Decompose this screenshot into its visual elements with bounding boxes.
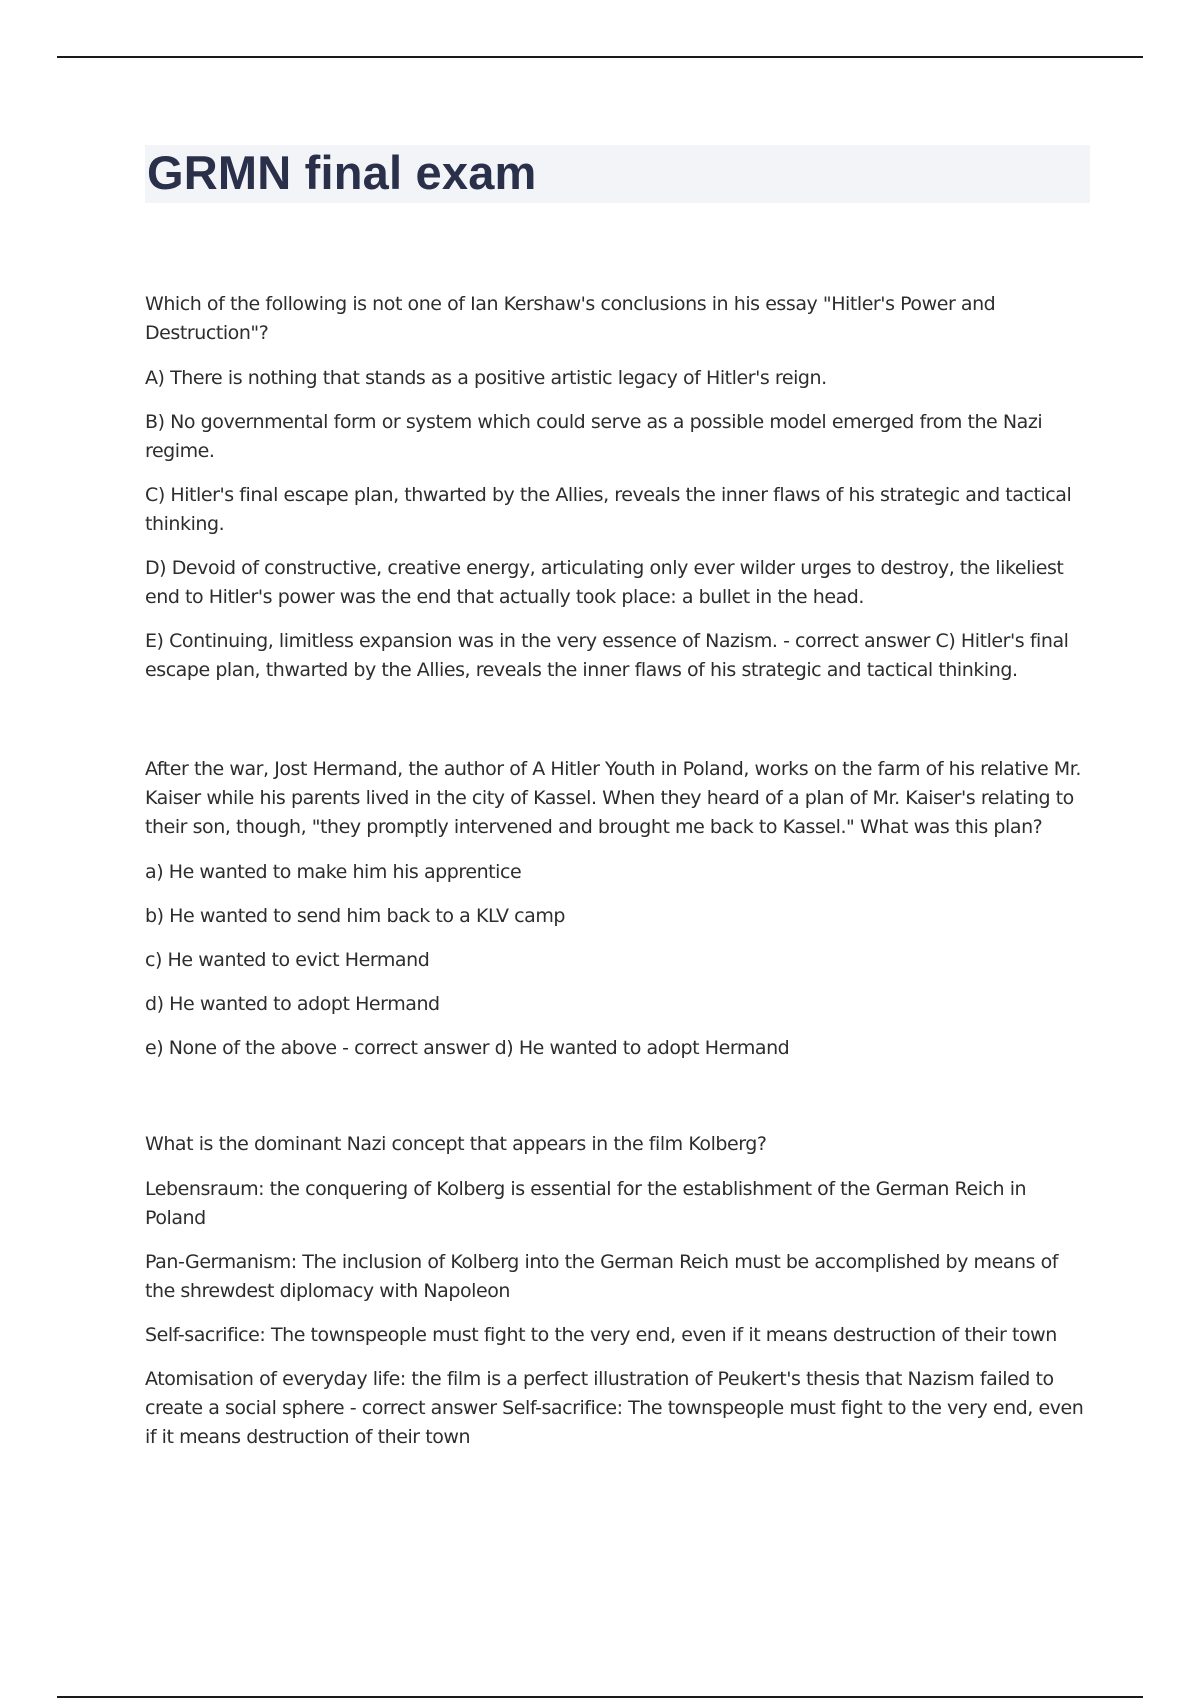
question-block-2 <box>145 755 1090 1078</box>
answer-option: B) No governmental form or system which could serve as a possible model emerged from the Nazi regime. <box>145 411 1043 462</box>
bottom-divider <box>57 1696 1143 1698</box>
answer-option: a) He wanted to make him his apprentice <box>145 861 522 883</box>
answer-option: Self-sacrifice: The townspeople must fight to the very end, even if it means destruction of their town <box>145 1324 1057 1346</box>
document-title: GRMN final exam <box>147 146 537 199</box>
answer-option: b) He wanted to send him back to a KLV camp <box>145 905 565 927</box>
answer-option-with-correct-answer: Atomisation of everyday life: the film is a perfect illustration of Peukert's thesis that Nazism failed to create a social sphere - correct answer Self-sacrifice: The townspeople must fight to the very end, even if it means destruction of their town <box>145 1368 1084 1448</box>
answer-option-with-correct-answer: E) Continuing, limitless expansion was in the very essence of Nazism. - correct answer C) Hitler's final escape plan, thwarted by the Allies, reveals the inner flaws of his strategic and tactical thinking. <box>145 630 1069 681</box>
answer-option: D) Devoid of constructive, creative energy, articulating only ever wilder urges to destroy, the likeliest end to Hitler's power was the end that actually took place: a bullet in the head. <box>145 557 1064 608</box>
answer-option: Lebensraum: the conquering of Kolberg is essential for the establishment of the German Reich in Poland <box>145 1178 1027 1229</box>
top-divider <box>57 56 1143 58</box>
answer-option-with-correct-answer: e) None of the above - correct answer d) He wanted to adopt Hermand <box>145 1037 790 1059</box>
answer-option: Pan-Germanism: The inclusion of Kolberg into the German Reich must be accomplished by means of the shrewdest diplomacy with Napoleon <box>145 1251 1059 1302</box>
answer-option: A) There is nothing that stands as a positive artistic legacy of Hitler's reign. <box>145 367 827 389</box>
question-block-3 <box>145 1130 1090 1467</box>
answer-option: c) He wanted to evict Hermand <box>145 949 430 971</box>
question-block-1 <box>145 290 1090 700</box>
answer-option: C) Hitler's final escape plan, thwarted by the Allies, reveals the inner flaws of his strategic and tactical thinking. <box>145 484 1072 535</box>
question-text: After the war, Jost Hermand, the author of A Hitler Youth in Poland, works on the farm of his relative Mr. Kaiser while his parents lived in the city of Kassel. When they heard of a plan of Mr. Kaiser's relating to their son, though, "they promptly intervened and brought me back to Kassel." What was this plan? <box>145 758 1081 838</box>
answer-option: d) He wanted to adopt Hermand <box>145 993 440 1015</box>
question-text: What is the dominant Nazi concept that appears in the film Kolberg? <box>145 1133 767 1155</box>
question-text: Which of the following is not one of Ian Kershaw's conclusions in his essay "Hitler's Power and Destruction"? <box>145 293 996 344</box>
